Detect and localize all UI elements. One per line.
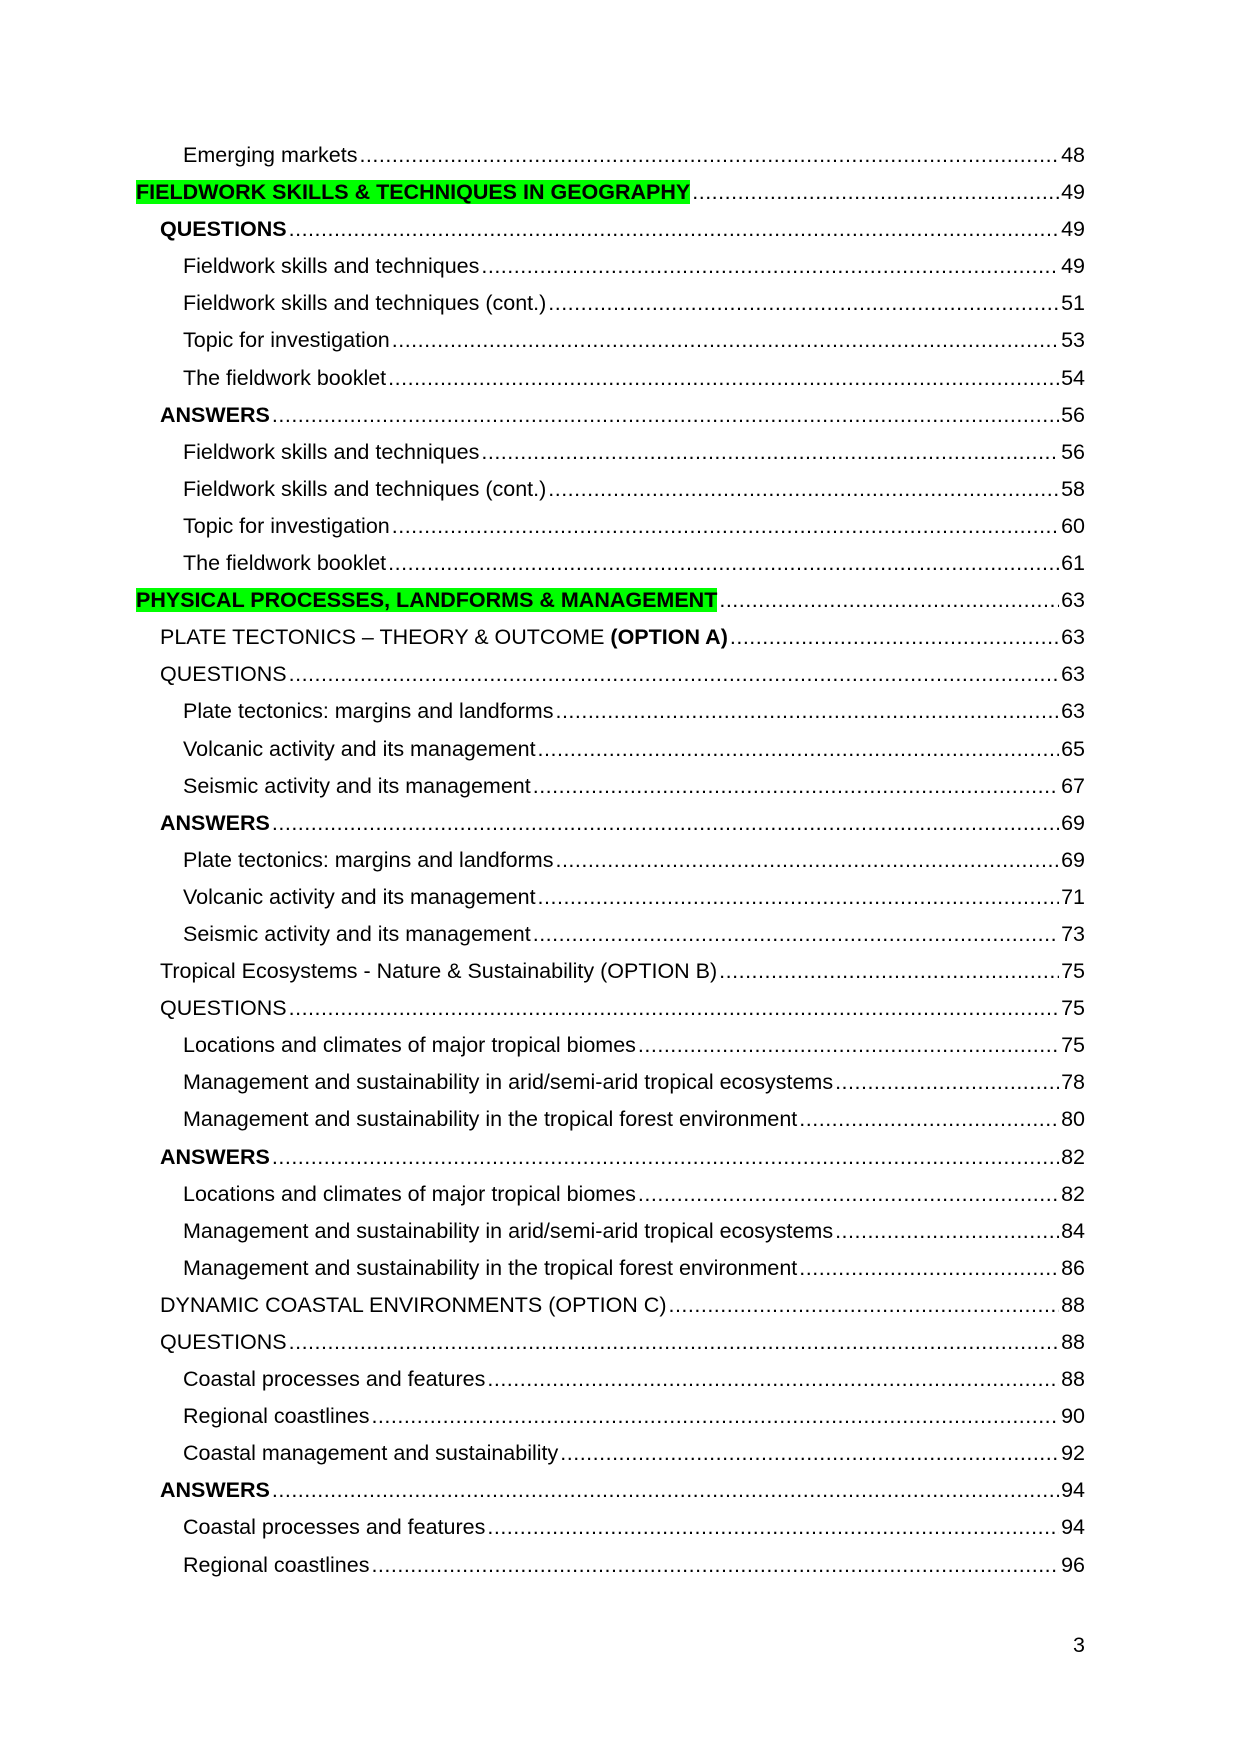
toc-entry-title: Coastal processes and features xyxy=(183,1367,486,1392)
toc-entry-page: 63 xyxy=(1061,699,1085,724)
toc-entry-label xyxy=(160,805,270,842)
toc-entry-page: 69 xyxy=(1061,810,1085,835)
toc-entry-label xyxy=(183,248,479,285)
dot-leader xyxy=(359,137,1059,174)
toc-entry[interactable] xyxy=(136,1398,1085,1435)
toc-entry-page: 78 xyxy=(1061,1070,1085,1095)
toc-entry-page: 65 xyxy=(1061,736,1085,761)
dot-leader xyxy=(538,879,1060,916)
toc-entry-title: Management and sustainability in arid/semi-arid tropical ecosystems xyxy=(183,1070,834,1095)
toc-entry-label xyxy=(183,471,546,508)
toc-entry[interactable] xyxy=(136,1250,1085,1287)
toc-entry-label xyxy=(183,1101,797,1138)
toc-entry-page: 92 xyxy=(1061,1441,1085,1466)
toc-entry[interactable] xyxy=(136,1064,1085,1101)
dot-leader xyxy=(487,1361,1059,1398)
toc-entry-label xyxy=(183,879,536,916)
toc-entry-label xyxy=(183,1398,369,1435)
dot-leader xyxy=(371,1547,1059,1584)
toc-entry-title: Topic for investigation xyxy=(183,328,390,353)
toc-entry[interactable] xyxy=(136,174,1085,211)
toc-entry[interactable] xyxy=(136,471,1085,508)
toc-entry-page: 94 xyxy=(1061,1478,1085,1503)
toc-entry[interactable] xyxy=(136,916,1085,953)
toc-entry[interactable] xyxy=(136,285,1085,322)
toc-entry-page: 49 xyxy=(1061,254,1085,279)
toc-entry-page: 53 xyxy=(1061,328,1085,353)
toc-entry[interactable] xyxy=(136,990,1085,1027)
toc-entry-title: Emerging markets xyxy=(183,143,358,167)
toc-entry-title: QUESTIONS xyxy=(160,217,287,242)
toc-entry-label xyxy=(183,1176,636,1213)
dot-leader xyxy=(719,582,1059,619)
toc-entry-label xyxy=(183,322,390,359)
toc-entry-title: Seismic activity and its management xyxy=(183,773,531,798)
toc-entry[interactable] xyxy=(136,768,1085,805)
toc-entry[interactable] xyxy=(136,805,1085,842)
toc-entry-page: 56 xyxy=(1061,439,1085,464)
toc-entry-page: 88 xyxy=(1061,1292,1085,1317)
toc-entry[interactable] xyxy=(136,842,1085,879)
toc-entry-label xyxy=(183,768,531,805)
toc-entry-page: 75 xyxy=(1061,1033,1085,1058)
toc-entry-title: PLATE TECTONICS – THEORY & OUTCOME xyxy=(160,625,611,650)
toc-entry-label xyxy=(183,1509,485,1546)
toc-entry-page: 56 xyxy=(1061,402,1085,427)
dot-leader xyxy=(289,990,1059,1027)
toc-entry-page: 63 xyxy=(1061,662,1085,687)
toc-entry[interactable] xyxy=(136,1509,1085,1546)
toc-entry-title: The fieldwork booklet xyxy=(183,551,387,576)
toc-entry[interactable] xyxy=(136,731,1085,768)
toc-entry-page: 49 xyxy=(1061,217,1085,242)
toc-entry-page: 80 xyxy=(1061,1107,1085,1132)
toc-entry-label xyxy=(183,285,546,322)
toc-entry-page: 63 xyxy=(1061,588,1085,613)
toc-entry[interactable] xyxy=(136,1176,1085,1213)
dot-leader xyxy=(272,397,1059,434)
toc-entry-label xyxy=(160,1139,270,1176)
toc-entry-title: ANSWERS xyxy=(160,1478,270,1503)
dot-leader xyxy=(638,1027,1059,1064)
toc-entry-title: ANSWERS xyxy=(160,810,270,835)
toc-entry-title: DYNAMIC COASTAL ENVIRONMENTS (OPTION C) xyxy=(160,1292,667,1317)
toc-entry-title: Management and sustainability in arid/semi-arid tropical ecosystems xyxy=(183,1218,834,1243)
toc-entry-label xyxy=(160,656,287,693)
toc-entry-title: Fieldwork skills and techniques (cont.) xyxy=(183,291,547,316)
toc-entry-label xyxy=(183,360,386,397)
toc-entry-label xyxy=(183,1547,369,1584)
toc-entry-page: 67 xyxy=(1061,773,1085,798)
toc-entry[interactable] xyxy=(136,137,1085,174)
toc-entry-page: 63 xyxy=(1061,625,1085,650)
toc-entry-title: Locations and climates of major tropical biomes xyxy=(183,1181,636,1206)
toc-entry-title: Regional coastlines xyxy=(183,1404,370,1429)
toc-entry-page: 96 xyxy=(1061,1552,1085,1577)
toc-entry-label xyxy=(183,434,479,471)
toc-entry-page: 94 xyxy=(1061,1515,1085,1540)
dot-leader xyxy=(481,434,1059,471)
toc-entry-label xyxy=(160,211,287,248)
toc-entry[interactable] xyxy=(136,508,1085,545)
toc-entry[interactable] xyxy=(136,1547,1085,1584)
dot-leader xyxy=(538,731,1060,768)
toc-entry-title: PHYSICAL PROCESSES, LANDFORMS & MANAGEMENT xyxy=(136,588,718,613)
dot-leader xyxy=(388,360,1059,397)
toc-entry-title: QUESTIONS xyxy=(160,1330,287,1354)
toc-entry-label xyxy=(160,1287,666,1324)
toc-entry[interactable] xyxy=(136,1435,1085,1472)
toc-entry-page: 82 xyxy=(1061,1144,1085,1169)
toc-entry-page: 82 xyxy=(1061,1181,1085,1206)
dot-leader xyxy=(555,693,1059,730)
toc-entry-page: 88 xyxy=(1061,1330,1085,1354)
toc-entry-title: Topic for investigation xyxy=(183,513,390,538)
toc-entry[interactable] xyxy=(136,1287,1085,1324)
dot-leader xyxy=(548,285,1059,322)
dot-leader xyxy=(799,1101,1059,1138)
dot-leader xyxy=(289,656,1059,693)
dot-leader xyxy=(289,1324,1059,1361)
toc-entry-title: Fieldwork skills and techniques (cont.) xyxy=(183,476,547,501)
toc-entry-label xyxy=(183,1361,485,1398)
toc-entry-title: Coastal management and sustainability xyxy=(183,1441,559,1466)
toc-entry[interactable] xyxy=(136,693,1085,730)
dot-leader xyxy=(799,1250,1059,1287)
toc-entry[interactable] xyxy=(136,1213,1085,1250)
dot-leader xyxy=(638,1176,1059,1213)
toc-entry-label xyxy=(183,1250,797,1287)
toc-entry[interactable] xyxy=(136,1101,1085,1138)
dot-leader xyxy=(730,619,1059,656)
toc-entry[interactable] xyxy=(136,953,1085,990)
toc-entry-label xyxy=(183,731,536,768)
toc-entry-title: Plate tectonics: margins and landforms xyxy=(183,847,554,872)
toc-entry-label xyxy=(136,582,717,619)
toc-entry-page: 60 xyxy=(1061,513,1085,538)
dot-leader xyxy=(487,1509,1059,1546)
dot-leader xyxy=(533,916,1059,953)
toc-entry-label xyxy=(183,916,531,953)
dot-leader xyxy=(835,1213,1059,1250)
toc-entry[interactable] xyxy=(136,619,1085,656)
toc-entry-title: Seismic activity and its management xyxy=(183,921,531,946)
toc-entry-label xyxy=(183,693,553,730)
toc-entry-page: 71 xyxy=(1061,884,1085,909)
toc-entry[interactable] xyxy=(136,1027,1085,1064)
toc-entry-label xyxy=(183,1027,636,1064)
dot-leader xyxy=(272,1472,1059,1509)
toc-entry-title: ANSWERS xyxy=(160,402,270,427)
toc-entry-title: Fieldwork skills and techniques xyxy=(183,254,480,279)
toc-entry[interactable] xyxy=(136,1361,1085,1398)
toc-entry-title: ANSWERS xyxy=(160,1144,270,1169)
dot-leader xyxy=(692,174,1059,211)
toc-entry[interactable] xyxy=(136,211,1085,248)
toc-entry-title: Coastal processes and features xyxy=(183,1515,486,1540)
toc-entry-page: 69 xyxy=(1061,847,1085,872)
toc-entry[interactable] xyxy=(136,656,1085,693)
toc-entry-label xyxy=(160,990,287,1027)
dot-leader xyxy=(668,1287,1059,1324)
dot-leader xyxy=(835,1064,1059,1101)
toc-entry-label xyxy=(160,619,728,656)
toc-entry-label xyxy=(183,508,390,545)
toc-entry[interactable] xyxy=(136,1139,1085,1176)
toc-entry-page: 75 xyxy=(1061,959,1085,984)
toc-entry-page: 75 xyxy=(1061,996,1085,1021)
toc-entry-title: Tropical Ecosystems - Nature & Sustainability (OPTION B) xyxy=(160,959,718,984)
toc-entry-label xyxy=(160,1472,270,1509)
toc-entry-page: 84 xyxy=(1061,1218,1085,1243)
dot-leader xyxy=(272,1139,1059,1176)
toc-entry-title: Plate tectonics: margins and landforms xyxy=(183,699,554,724)
toc-entry[interactable] xyxy=(136,397,1085,434)
toc-entry-label xyxy=(183,1064,833,1101)
toc-entry-page: 73 xyxy=(1061,921,1085,946)
toc-entry[interactable] xyxy=(136,879,1085,916)
toc-entry-page: 88 xyxy=(1061,1367,1085,1392)
dot-leader xyxy=(533,768,1059,805)
toc-entry-page: 90 xyxy=(1061,1404,1085,1429)
dot-leader xyxy=(289,211,1059,248)
toc-entry-page: 54 xyxy=(1061,365,1085,390)
toc-entry-label xyxy=(160,953,717,990)
toc-entry-label xyxy=(183,137,357,174)
toc-entry-label xyxy=(183,842,553,879)
toc-entry[interactable] xyxy=(136,434,1085,471)
toc-entry-title: Volcanic activity and its management xyxy=(183,736,536,761)
toc-entry-label xyxy=(183,545,386,582)
toc-entry[interactable] xyxy=(136,322,1085,359)
toc-entry-page: 49 xyxy=(1061,180,1085,205)
dot-leader xyxy=(392,508,1059,545)
toc-entry-title: QUESTIONS xyxy=(160,662,287,687)
toc-entry-option: (OPTION A) xyxy=(610,625,728,650)
toc-entry-page: 86 xyxy=(1061,1255,1085,1280)
dot-leader xyxy=(272,805,1059,842)
dot-leader xyxy=(560,1435,1059,1472)
table-of-contents xyxy=(136,137,1085,1584)
toc-entry-label xyxy=(160,1324,287,1361)
toc-entry[interactable] xyxy=(136,1324,1085,1361)
dot-leader xyxy=(371,1398,1059,1435)
toc-entry-title: Fieldwork skills and techniques xyxy=(183,439,480,464)
toc-entry-title: Volcanic activity and its management xyxy=(183,884,536,909)
toc-entry[interactable] xyxy=(136,1472,1085,1509)
toc-entry-page: 48 xyxy=(1061,143,1085,167)
dot-leader xyxy=(548,471,1059,508)
toc-entry-page: 61 xyxy=(1061,551,1085,576)
toc-entry-label xyxy=(183,1435,558,1472)
dot-leader xyxy=(481,248,1059,285)
toc-entry-title: FIELDWORK SKILLS & TECHNIQUES IN GEOGRAPHY xyxy=(136,180,691,205)
dot-leader xyxy=(719,953,1059,990)
toc-entry-page: 51 xyxy=(1061,291,1085,316)
dot-leader xyxy=(388,545,1059,582)
dot-leader xyxy=(392,322,1059,359)
toc-entry-title: Management and sustainability in the tropical forest environment xyxy=(183,1255,798,1280)
toc-entry-title: The fieldwork booklet xyxy=(183,365,387,390)
toc-entry-label xyxy=(136,174,690,211)
toc-entry-title: Regional coastlines xyxy=(183,1552,370,1577)
toc-entry[interactable] xyxy=(136,248,1085,285)
page-number: 3 xyxy=(1073,1633,1085,1657)
toc-entry-page: 58 xyxy=(1061,476,1085,501)
toc-entry-label xyxy=(160,397,270,434)
toc-entry-label xyxy=(183,1213,833,1250)
dot-leader xyxy=(555,842,1059,879)
toc-entry-title: Locations and climates of major tropical biomes xyxy=(183,1033,636,1058)
toc-entry-title: QUESTIONS xyxy=(160,996,287,1021)
toc-entry[interactable] xyxy=(136,582,1085,619)
toc-entry[interactable] xyxy=(136,360,1085,397)
toc-entry[interactable] xyxy=(136,545,1085,582)
toc-entry-title: Management and sustainability in the tropical forest environment xyxy=(183,1107,798,1132)
